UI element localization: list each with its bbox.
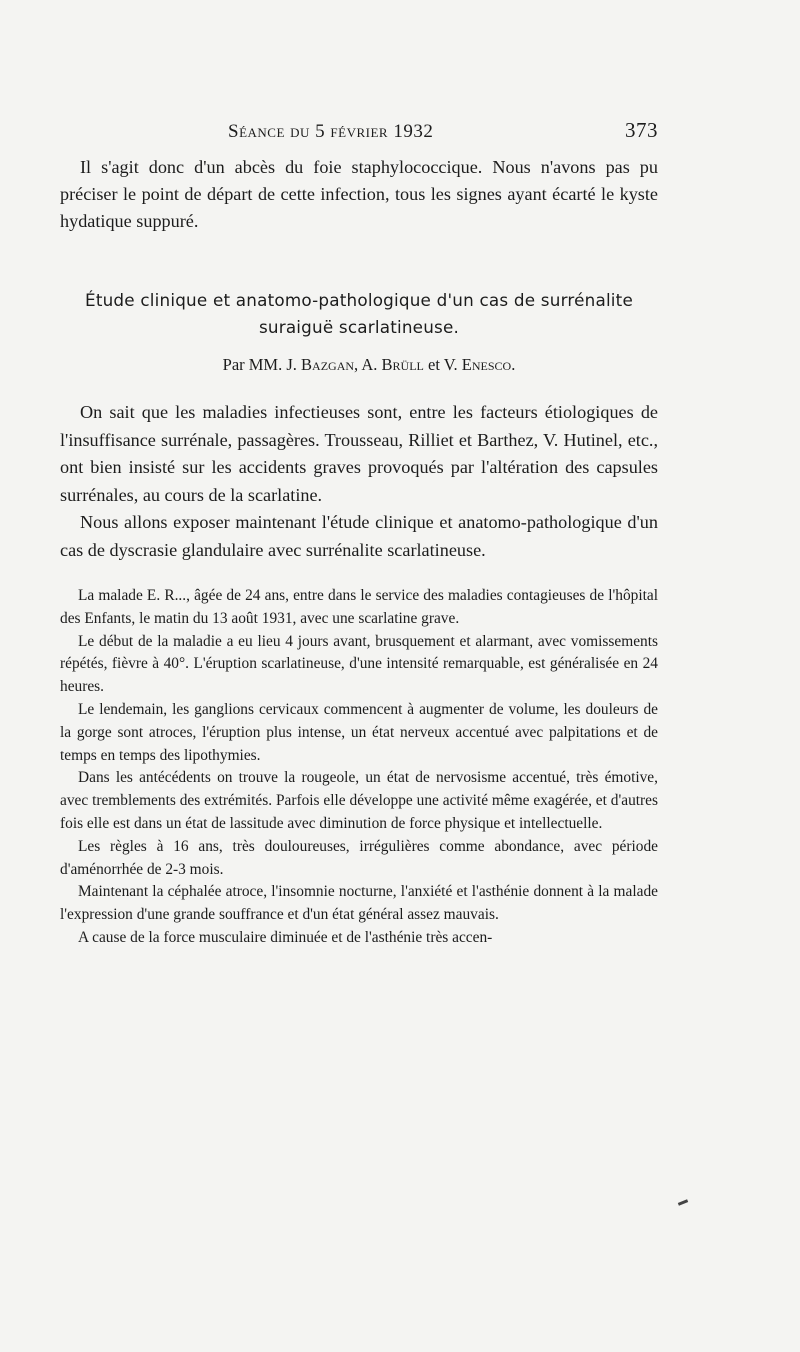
article-introduction	[60, 399, 658, 564]
article-title-line-2: suraiguë scarlatineuse.	[258, 317, 460, 337]
page-number: 373	[625, 118, 658, 142]
authors-separator: , A.	[354, 355, 382, 374]
article-title-line-1: Étude clinique et anatomo-pathologique d'un cas de surrénalite	[85, 290, 633, 310]
running-head	[60, 118, 658, 154]
running-title: Séance du 5 février 1932	[228, 121, 434, 142]
authors-separator: et V.	[423, 355, 462, 374]
article-title	[60, 287, 658, 341]
continued-paragraph: Il s'agit donc d'un abcès du foie staphylococcique. Nous n'avons pas pu préciser le point de départ de cette infection, tous les signes ayant écarté le kyste hydatique suppuré.	[60, 157, 658, 231]
authors-prefix: Par MM. J.	[222, 355, 302, 374]
case-paragraph: Le lendemain, les ganglions cervicaux commencent à augmenter de volume, les douleurs de la gorge sont atroces, l'éruption plus intense, un état nerveux accentué avec palpitations et de temps en temps des lipothymies.	[60, 700, 658, 764]
author-brull: Brüll	[381, 355, 424, 374]
intro-paragraph: On sait que les maladies infectieuses sont, entre les facteurs étiologiques de l'insuffisance surrénale, passagères. Trousseau, Rilliet et Barthez, V. Hutinel, etc., ont bien insisté sur les accidents graves provoqués par l'altération des capsules surrénales, au cours de la scarlatine.	[60, 402, 658, 505]
article-authors	[60, 355, 658, 375]
author-bazgan: Bazgan	[301, 355, 355, 374]
previous-article-ending	[60, 154, 658, 235]
case-paragraph: Les règles à 16 ans, très douloureuses, irrégulières comme abondance, avec période d'aménorrhée de 2-3 mois.	[60, 837, 658, 878]
scan-speck	[678, 1199, 688, 1206]
case-paragraph: La malade E. R..., âgée de 24 ans, entre dans le service des maladies contagieuses de l'hôpital des Enfants, le matin du 13 août 1931, avec une scarlatine grave.	[60, 587, 658, 627]
book-page	[60, 118, 658, 950]
case-paragraph: A cause de la force musculaire diminuée et de l'asthénie très accen-	[78, 928, 493, 946]
case-paragraph: Maintenant la céphalée atroce, l'insomnie nocturne, l'anxiété et l'asthénie donnent à la malade l'expression d'une grande souffrance et d'un état général assez mauvais.	[60, 883, 658, 924]
case-report	[60, 585, 658, 950]
author-enesco: Enesco	[461, 355, 512, 374]
case-paragraph: Dans les antécédents on trouve la rougeole, un état de nervosisme accentué, très émotive, avec tremblements des extrémités. Parfois elle développe une activité même exagérée, et d'autres fois elle est dans un état de lassitude avec diminution de force physique et intellectuelle.	[60, 769, 658, 832]
intro-paragraph: Nous allons exposer maintenant l'étude clinique et anatomo-pathologique d'un cas de dyscrasie glandulaire avec surrénalite scarlatineuse.	[60, 512, 658, 560]
authors-suffix: .	[511, 355, 516, 374]
case-paragraph: Le début de la maladie a eu lieu 4 jours avant, brusquement et alarmant, avec vomissements répétés, fièvre à 40°. L'éruption scarlatineuse, d'une intensité remarquable, est généralisée en 24 heures.	[60, 632, 658, 696]
